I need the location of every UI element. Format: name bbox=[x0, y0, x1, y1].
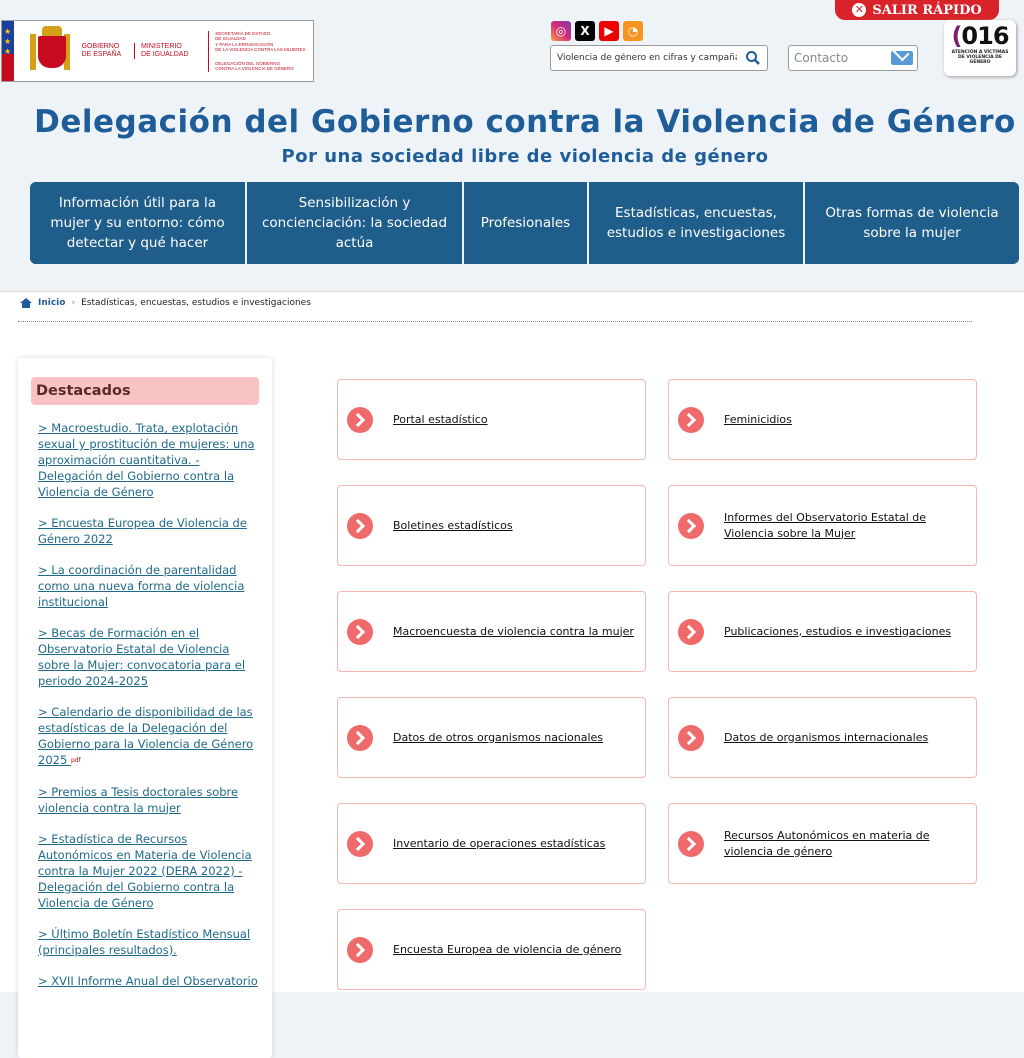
card-informes-observatorio[interactable] bbox=[668, 485, 977, 566]
card-label[interactable]: Feminicidios bbox=[724, 412, 792, 426]
nav-item-informacion-util[interactable]: Información útil para la mujer y su entorno: cómo detectar y qué hacer bbox=[30, 182, 247, 264]
envelope-icon bbox=[891, 51, 913, 65]
sidebar-link[interactable]: > Encuesta Europea de Violencia de Género 2022 bbox=[38, 516, 247, 546]
sidebar-link[interactable]: > Macroestudio. Trata, explotación sexual y prostitución de mujeres: una aproximación cuantitativa. - Delegación del Gobierno contra la Violencia de Género bbox=[38, 421, 255, 499]
card-label[interactable]: Datos de organismos internacionales bbox=[724, 730, 929, 744]
divider bbox=[18, 321, 972, 322]
sidebar-link[interactable]: > La coordinación de parentalidad como una nueva forma de violencia institucional bbox=[38, 563, 245, 609]
nav-item-profesionales[interactable]: Profesionales bbox=[464, 182, 589, 264]
card-label[interactable]: Publicaciones, estudios e investigaciones bbox=[724, 624, 952, 638]
card-label[interactable]: Inventario de operaciones estadísticas bbox=[393, 836, 606, 850]
phone-016-caption: ATENCIÓN A VÍCTIMAS DE VIOLENCIA DE GÉNERO bbox=[951, 50, 1009, 65]
main-navigation bbox=[30, 182, 1019, 264]
card-macroencuesta[interactable] bbox=[337, 591, 646, 672]
government-label: GOBIERNO DE ESPAÑA bbox=[81, 43, 122, 58]
rss-icon[interactable]: ◔ bbox=[623, 21, 643, 41]
chevron-right-icon bbox=[678, 831, 704, 857]
sidebar-link[interactable]: > Estadística de Recursos Autonómicos en Materia de Violencia contra la Mujer 2022 (DERA 2022) - Delegación del Gobierno contra la Violencia de Género bbox=[38, 831, 252, 910]
card-label[interactable]: Datos de otros organismos nacionales bbox=[393, 730, 604, 744]
nav-item-otras-formas[interactable]: Otras formas de violencia sobre la mujer bbox=[805, 182, 1019, 264]
chevron-right-icon bbox=[678, 725, 704, 751]
card-organismos-internacionales[interactable] bbox=[668, 697, 977, 778]
quick-exit-label: SALIR RÁPIDO bbox=[872, 2, 982, 18]
breadcrumb-home-link[interactable]: Inicio bbox=[38, 298, 66, 308]
breadcrumb bbox=[20, 298, 311, 308]
youtube-icon[interactable]: ▶ bbox=[599, 21, 619, 41]
nav-item-sensibilizacion[interactable]: Sensibilización y concienciación: la sociedad actúa bbox=[247, 182, 464, 264]
coat-of-arms-icon bbox=[30, 26, 69, 76]
site-subtitle: Por una sociedad libre de violencia de género bbox=[281, 146, 769, 167]
chevron-right-icon bbox=[347, 407, 373, 433]
sidebar-link[interactable]: > XVII Informe Anual del Observatorio bbox=[38, 973, 258, 988]
card-recursos-autonomicos[interactable] bbox=[668, 803, 977, 884]
sidebar-link[interactable]: > Premios a Tesis doctorales sobre violencia contra la mujer bbox=[38, 784, 239, 815]
government-logo[interactable] bbox=[1, 20, 314, 82]
card-label[interactable]: Boletines estadísticos bbox=[393, 518, 513, 532]
chevron-right-icon bbox=[347, 831, 373, 857]
phone-016-badge[interactable] bbox=[944, 20, 1016, 76]
phone-016-number: (016 bbox=[951, 22, 1009, 50]
contact-button[interactable] bbox=[788, 45, 918, 71]
card-inventario[interactable] bbox=[337, 803, 646, 884]
search-input[interactable] bbox=[551, 52, 739, 64]
content-panel bbox=[0, 291, 1024, 992]
search-box bbox=[550, 45, 768, 71]
x-icon[interactable]: X bbox=[575, 21, 595, 41]
card-boletines[interactable] bbox=[337, 485, 646, 566]
chevron-right-icon bbox=[347, 937, 373, 963]
card-encuesta-europea[interactable] bbox=[337, 909, 646, 990]
card-publicaciones[interactable] bbox=[668, 591, 977, 672]
nav-item-estadisticas[interactable]: Estadísticas, encuestas, estudios e investigaciones bbox=[589, 182, 805, 264]
home-icon[interactable] bbox=[20, 298, 32, 308]
social-links bbox=[551, 21, 643, 41]
chevron-right-icon bbox=[678, 407, 704, 433]
pdf-icon: pdf bbox=[70, 756, 81, 764]
chevron-right-icon bbox=[678, 619, 704, 645]
breadcrumb-current: Estadísticas, encuestas, estudios e investigaciones bbox=[81, 298, 311, 308]
sidebar-link[interactable]: > Último Boletín Estadístico Mensual (principales resultados). bbox=[38, 926, 251, 957]
sidebar-link-text[interactable]: > Calendario de disponibilidad de las estadísticas de la Delegación del Gobierno para la Violencia de Género 2025 bbox=[38, 705, 254, 767]
card-label[interactable]: Macroencuesta de violencia contra la mujer bbox=[393, 624, 634, 638]
close-icon: ✕ bbox=[852, 3, 866, 17]
site-title: Delegación del Gobierno contra la Violencia de Género bbox=[34, 104, 1016, 140]
chevron-right-icon bbox=[347, 725, 373, 751]
sidebar-link[interactable]: > Becas de Formación en el Observatorio Estatal de Violencia sobre la Mujer: convocatoria para el periodo 2024-2025 bbox=[38, 626, 246, 688]
ministry-label: MINISTERIO DE IGUALDAD bbox=[134, 43, 196, 59]
contact-label: Contacto bbox=[794, 51, 849, 65]
search-icon[interactable] bbox=[745, 50, 761, 66]
card-label[interactable]: Recursos Autonómicos en materia de violencia de género bbox=[724, 828, 930, 858]
card-label[interactable]: Informes del Observatorio Estatal de Violencia sobre la Mujer bbox=[724, 510, 927, 540]
chevron-right-icon bbox=[347, 513, 373, 539]
eu-flag-icon: ★ ★ ★ bbox=[2, 21, 14, 81]
card-portal-estadistico[interactable] bbox=[337, 379, 646, 460]
phone-icon: ( bbox=[951, 22, 962, 50]
card-label[interactable]: Portal estadístico bbox=[393, 412, 488, 426]
instagram-icon[interactable]: ◎ bbox=[551, 21, 571, 41]
card-feminicidios[interactable] bbox=[668, 379, 977, 460]
sidebar-title: Destacados bbox=[31, 377, 259, 405]
breadcrumb-separator: › bbox=[71, 298, 76, 308]
card-label[interactable]: Encuesta Europea de violencia de género bbox=[393, 942, 622, 956]
chevron-right-icon bbox=[678, 513, 704, 539]
quick-exit-button[interactable] bbox=[835, 0, 999, 20]
highlights-sidebar bbox=[18, 358, 272, 1058]
chevron-right-icon bbox=[347, 619, 373, 645]
sidebar-link-with-pdf[interactable] bbox=[38, 704, 258, 769]
card-organismos-nacionales[interactable] bbox=[337, 697, 646, 778]
secretariat-label: SECRETARÍA DE ESTADO DE IGUALDAD Y PARA LA ERRADICACIÓN DE LA VIOLENCIA CONTRA LAS MUJERES DELEGACIÓN DEL GOBIERNO CONTRA LA VIOLENCIA DE GÉNERO bbox=[208, 31, 313, 72]
